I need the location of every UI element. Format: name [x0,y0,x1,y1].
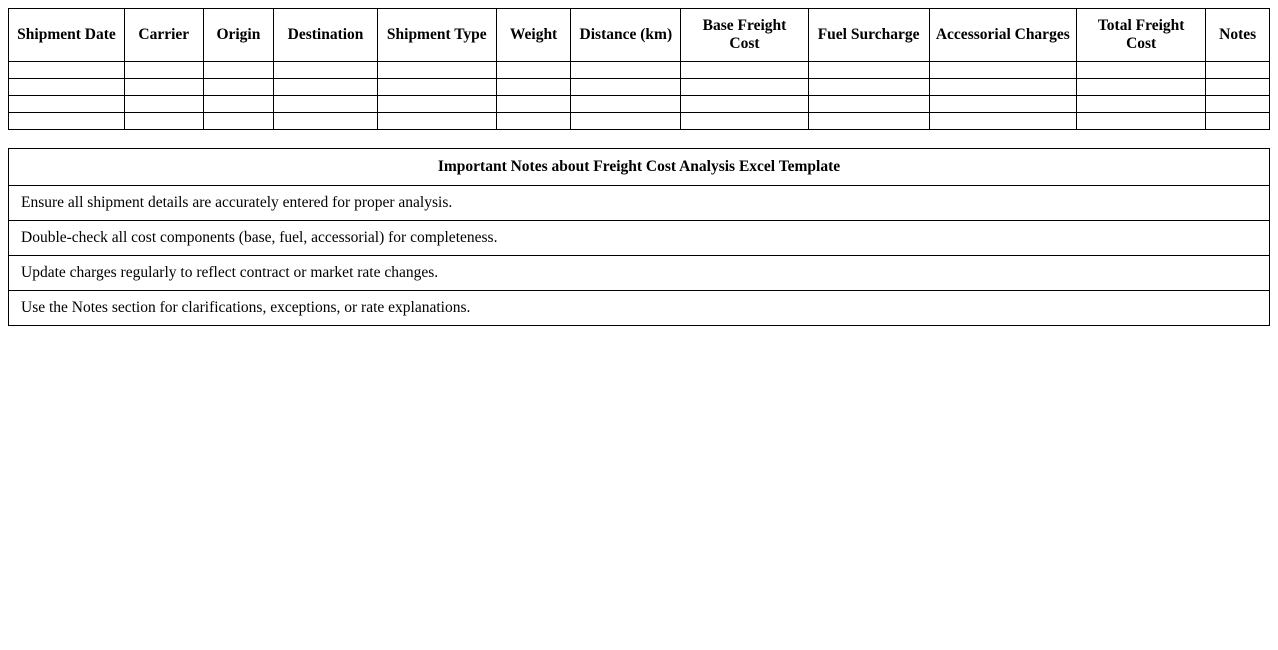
table-cell[interactable] [203,62,274,79]
table-cell[interactable] [808,113,929,130]
column-header: Carrier [124,9,203,62]
table-cell[interactable] [377,96,496,113]
column-header: Base Freight Cost [681,9,808,62]
table-cell[interactable] [377,62,496,79]
table-cell[interactable] [571,113,681,130]
table-cell[interactable] [1206,62,1270,79]
table-cell[interactable] [1206,96,1270,113]
table-cell[interactable] [274,96,378,113]
table-cell[interactable] [681,79,808,96]
column-header: Total Freight Cost [1077,9,1206,62]
table-cell[interactable] [124,62,203,79]
column-header: Notes [1206,9,1270,62]
column-header: Shipment Type [377,9,496,62]
column-header: Distance (km) [571,9,681,62]
table-cell[interactable] [1077,79,1206,96]
table-cell[interactable] [203,79,274,96]
table-cell[interactable] [377,79,496,96]
table-cell[interactable] [124,113,203,130]
table-cell[interactable] [124,79,203,96]
table-cell[interactable] [496,113,571,130]
table-row [9,79,1270,96]
note-item: Ensure all shipment details are accurately entered for proper analysis. [9,186,1270,221]
table-cell[interactable] [203,96,274,113]
table-cell[interactable] [496,96,571,113]
table-cell[interactable] [1077,96,1206,113]
table-cell[interactable] [9,96,125,113]
column-header: Fuel Surcharge [808,9,929,62]
table-cell[interactable] [571,79,681,96]
table-cell[interactable] [1206,79,1270,96]
table-cell[interactable] [274,113,378,130]
table-cell[interactable] [681,62,808,79]
table-cell[interactable] [9,113,125,130]
table-cell[interactable] [496,62,571,79]
table-cell[interactable] [1077,113,1206,130]
table-row [9,96,1270,113]
notes-table [8,148,1270,326]
note-item: Double-check all cost components (base, fuel, accessorial) for completeness. [9,221,1270,256]
table-cell[interactable] [1206,113,1270,130]
table-cell[interactable] [929,79,1076,96]
table-cell[interactable] [496,79,571,96]
table-cell[interactable] [9,79,125,96]
table-cell[interactable] [1077,62,1206,79]
table-row [9,113,1270,130]
table-cell[interactable] [124,96,203,113]
table-cell[interactable] [808,96,929,113]
table-cell[interactable] [377,113,496,130]
table-cell[interactable] [681,113,808,130]
table-cell[interactable] [681,96,808,113]
table-cell[interactable] [571,62,681,79]
table-row [9,62,1270,79]
note-item: Update charges regularly to reflect contract or market rate changes. [9,256,1270,291]
table-cell[interactable] [808,62,929,79]
table-cell[interactable] [929,96,1076,113]
note-item: Use the Notes section for clarifications, exceptions, or rate explanations. [9,291,1270,326]
table-cell[interactable] [929,113,1076,130]
table-cell[interactable] [274,79,378,96]
column-header: Shipment Date [9,9,125,62]
column-header: Destination [274,9,378,62]
table-cell[interactable] [274,62,378,79]
header-row [9,9,1270,62]
column-header: Weight [496,9,571,62]
table-cell[interactable] [808,79,929,96]
column-header: Origin [203,9,274,62]
table-cell[interactable] [929,62,1076,79]
notes-title: Important Notes about Freight Cost Analysis Excel Template [9,149,1270,186]
table-cell[interactable] [9,62,125,79]
table-cell[interactable] [571,96,681,113]
column-header: Accessorial Charges [929,9,1076,62]
table-cell[interactable] [203,113,274,130]
freight-table [8,8,1270,130]
